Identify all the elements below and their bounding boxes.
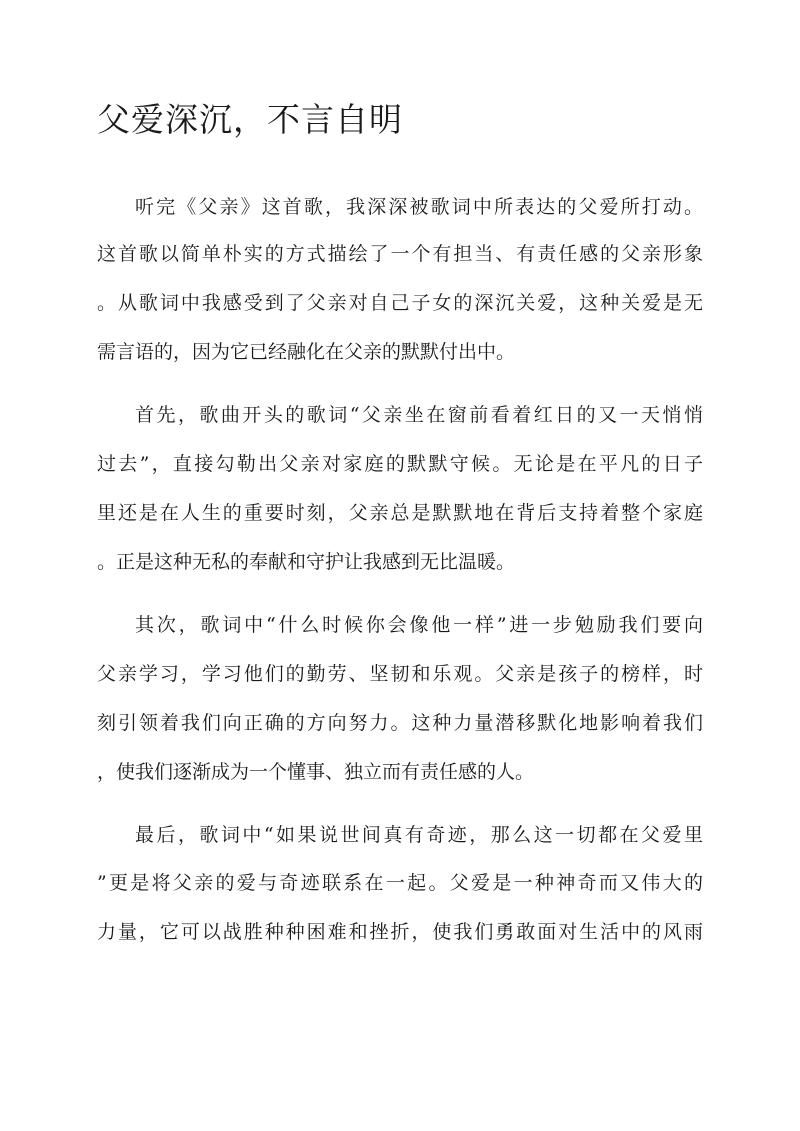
paragraph-1-line-4: 需言语的，因为它已经融化在父亲的默默付出中。 bbox=[97, 341, 516, 363]
paragraph-3-line-3: 刻引领着我们向正确的方向努力。这种力量潜移默化地影响着我们 bbox=[97, 712, 703, 734]
document-title: 父爱深沉，不言自明 bbox=[97, 100, 403, 139]
paragraph-3-line-4: ，使我们逐渐成为一个懂事、独立而有责任感的人。 bbox=[97, 761, 535, 783]
paragraph-3-line-1: 其次，歌词中“什么时候你会像他一样”进一步勉励我们要向 bbox=[135, 614, 703, 636]
paragraph-4-line-2: ”更是将父亲的爱与奇迹联系在一起。父爱是一种神奇而又伟大的 bbox=[97, 872, 703, 894]
paragraph-4-line-3: 力量，它可以战胜种种困难和挫折，使我们勇敢面对生活中的风雨 bbox=[97, 921, 703, 943]
paragraph-1-line-1: 听完《父亲》这首歌，我深深被歌词中所表达的父爱所打动。 bbox=[135, 196, 703, 218]
paragraph-4-line-1: 最后，歌词中“如果说世间真有奇迹，那么这一切都在父爱里 bbox=[135, 824, 703, 846]
paragraph-2-line-4: 。正是这种无私的奉献和守护让我感到无比温暖。 bbox=[97, 551, 516, 573]
paragraph-2-line-1: 首先，歌曲开头的歌词“父亲坐在窗前看着红日的又一天悄悄 bbox=[135, 404, 703, 426]
paragraph-2-line-3: 里还是在人生的重要时刻，父亲总是默默地在背后支持着整个家庭 bbox=[97, 502, 703, 524]
paragraph-1-line-3: 。从歌词中我感受到了父亲对自己子女的深沉关爱，这种关爱是无 bbox=[97, 292, 703, 314]
paragraph-2-line-2: 过去”，直接勾勒出父亲对家庭的默默守候。无论是在平凡的日子 bbox=[97, 453, 703, 475]
paragraph-1-line-2: 这首歌以简单朴实的方式描绘了一个有担当、有责任感的父亲形象 bbox=[97, 243, 703, 265]
paragraph-3-line-2: 父亲学习，学习他们的勤劳、坚韧和乐观。父亲是孩子的榜样，时 bbox=[97, 663, 703, 685]
